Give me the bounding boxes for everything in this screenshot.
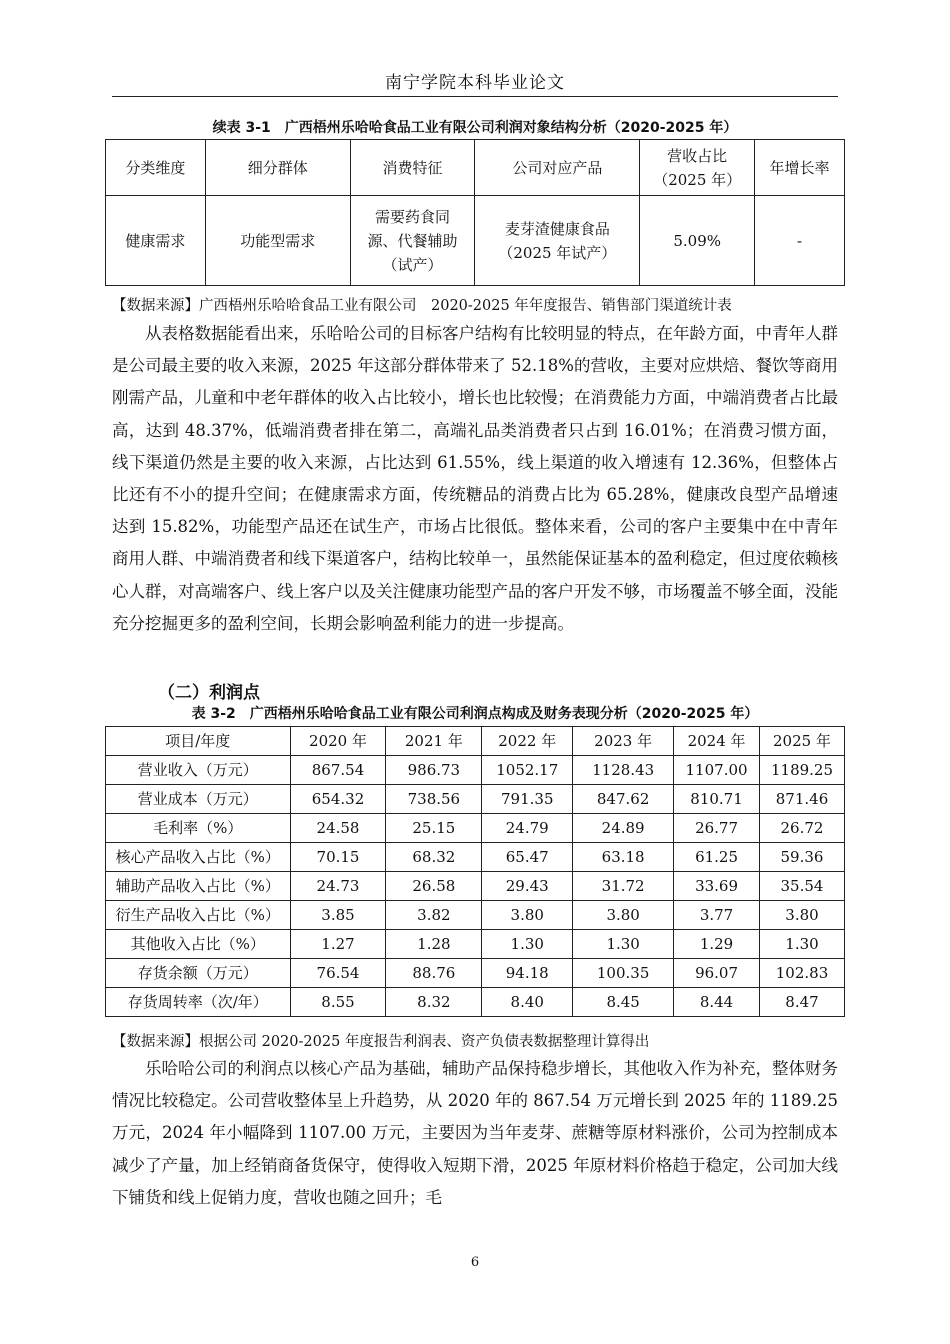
table2-row-label: 其他收入占比（%） (106, 930, 291, 959)
header-divider (112, 96, 838, 97)
table2-cell: 3.80 (573, 901, 674, 930)
table2-header-cell: 2020 年 (290, 727, 386, 756)
table2-cell: 1128.43 (573, 756, 674, 785)
table2-row-label: 营业收入（万元） (106, 756, 291, 785)
table2-row (106, 988, 845, 1017)
table1-header-cell: 年增长率 (755, 140, 845, 196)
table1-header-cell: 消费特征 (350, 140, 475, 196)
body-paragraph-1: 从表格数据能看出来，乐哈哈公司的目标客户结构有比较明显的特点，在年龄方面，中青年人群是公司最主要的收入来源，2025 年这部分群体带来了 52.18%的营收，主要对应烘焙、餐饮等商用刚需产品，儿童和中老年群体的收入占比较小，增长也比较慢；在消费能力方面，中端消费者占比最高，达到 48.37%，低端消费者排在第二，高端礼品类消费者只占到 16.01%；在消费习惯方面，线下渠道仍然是主要的收入来源，占比达到 61.55%，线上渠道的收入增速有 12.36%，但整体占比还有不小的提升空间；在健康需求方面，传统糖品的消费占比为 65.28%，健康改良型产品增速达到 15.82%，功能型产品还在试生产，市场占比很低。整体来看，公司的客户主要集中在中青年商用人群、中端消费者和线下渠道客户，结构比较单一，虽然能保证基本的盈利稳定，但过度依赖核心人群，对高端客户、线上客户以及关注健康功能型产品的客户开发不够，市场覆盖不够全面，没能充分挖掘更多的盈利空间，长期会影响盈利能力的进一步提高。 (112, 324, 838, 633)
table1-cell-growth: - (755, 196, 845, 286)
table2-row (106, 843, 845, 872)
table2-cell: 88.76 (386, 959, 482, 988)
table2-cell: 8.32 (386, 988, 482, 1017)
table2-cell: 65.47 (482, 843, 573, 872)
table2-cell: 94.18 (482, 959, 573, 988)
table2-cell: 70.15 (290, 843, 386, 872)
table2-row (106, 930, 845, 959)
table2-cell: 3.82 (386, 901, 482, 930)
table2 (105, 726, 845, 1017)
table2-cell: 76.54 (290, 959, 386, 988)
table2-row-label: 核心产品收入占比（%） (106, 843, 291, 872)
table2-cell: 96.07 (674, 959, 760, 988)
table2-cell: 738.56 (386, 785, 482, 814)
table2-cell: 1189.25 (760, 756, 845, 785)
table2-row-label: 存货周转率（次/年） (106, 988, 291, 1017)
table2-header-cell: 项目/年度 (106, 727, 291, 756)
table2-header-cell: 2023 年 (573, 727, 674, 756)
table2-cell: 3.80 (760, 901, 845, 930)
table2-cell: 3.80 (482, 901, 573, 930)
table2-row-label: 衍生产品收入占比（%） (106, 901, 291, 930)
table2-cell: 61.25 (674, 843, 760, 872)
table2-cell: 26.72 (760, 814, 845, 843)
table2-row (106, 785, 845, 814)
table2-cell: 24.79 (482, 814, 573, 843)
table1-row (106, 196, 845, 286)
table2-cell: 24.73 (290, 872, 386, 901)
table2-row (106, 756, 845, 785)
table2-cell: 59.36 (760, 843, 845, 872)
table2-source: 【数据来源】根据公司 2020-2025 年度报告利润表、资产负债表数据整理计算得出 (112, 1034, 650, 1050)
page-number: 6 (470, 1255, 480, 1270)
table2-cell: 1.29 (674, 930, 760, 959)
table2-cell: 63.18 (573, 843, 674, 872)
table2-cell: 1.30 (482, 930, 573, 959)
table2-header-row (106, 727, 845, 756)
table1-cell-dimension: 健康需求 (106, 196, 206, 286)
table2-cell: 1.30 (760, 930, 845, 959)
table2-row-label: 存货余额（万元） (106, 959, 291, 988)
table2-header-cell: 2024 年 (674, 727, 760, 756)
table1-cell-feature: 需要药食同 源、代餐辅助 （试产） (350, 196, 475, 286)
table2-cell: 8.44 (674, 988, 760, 1017)
table2-cell: 3.77 (674, 901, 760, 930)
table1-source: 【数据来源】广西梧州乐哈哈食品工业有限公司 2020-2025 年年度报告、销售部门渠道统计表 (112, 298, 732, 314)
table1-header-cell: 营收占比 （2025 年） (640, 140, 755, 196)
table2-cell: 3.85 (290, 901, 386, 930)
table1-cell-share: 5.09% (640, 196, 755, 286)
table2-cell: 26.58 (386, 872, 482, 901)
table2-header-cell: 2022 年 (482, 727, 573, 756)
table2-row-label: 辅助产品收入占比（%） (106, 872, 291, 901)
table2-cell: 29.43 (482, 872, 573, 901)
table2-row-label: 毛利率（%） (106, 814, 291, 843)
table2-cell: 26.77 (674, 814, 760, 843)
table2-row (106, 901, 845, 930)
table2-header-cell: 2021 年 (386, 727, 482, 756)
table2-cell: 867.54 (290, 756, 386, 785)
table1-cell-product: 麦芽渣健康食品 （2025 年试产） (475, 196, 640, 286)
table2-cell: 791.35 (482, 785, 573, 814)
table2-cell: 1.28 (386, 930, 482, 959)
body-paragraph-2: 乐哈哈公司的利润点以核心产品为基础，辅助产品保持稳步增长，其他收入作为补充，整体财务情况比较稳定。公司营收整体呈上升趋势，从 2020 年的 867.54 万元增长到 2025 年的 1189.25 万元，2024 年小幅降到 1107.00 万元，主要因为当年麦芽、蔗糖等原材料涨价，公司为控制成本减少了产量，加上经销商备货保守，使得收入短期下滑，2025 年原材料价格趋于稳定，公司加大线下铺货和线上促销力度，营收也随之回升；毛 (112, 1059, 838, 1207)
table2-cell: 8.40 (482, 988, 573, 1017)
table2-cell: 1.27 (290, 930, 386, 959)
table2-header-cell: 2025 年 (760, 727, 845, 756)
table1-header-cell: 分类维度 (106, 140, 206, 196)
table2-cell: 24.58 (290, 814, 386, 843)
table2-cell: 1.30 (573, 930, 674, 959)
table2-cell: 847.62 (573, 785, 674, 814)
page-header: 南宁学院本科毕业论文 (385, 73, 565, 93)
table2-cell: 654.32 (290, 785, 386, 814)
table2-cell: 1107.00 (674, 756, 760, 785)
table2-cell: 1052.17 (482, 756, 573, 785)
table2-row (106, 959, 845, 988)
table2-cell: 986.73 (386, 756, 482, 785)
table1-header-cell: 细分群体 (205, 140, 350, 196)
table2-cell: 25.15 (386, 814, 482, 843)
table2-row (106, 814, 845, 843)
table2-cell: 31.72 (573, 872, 674, 901)
table2-cell: 8.45 (573, 988, 674, 1017)
table2-cell: 35.54 (760, 872, 845, 901)
table2-cell: 24.89 (573, 814, 674, 843)
table1 (105, 139, 845, 286)
table2-cell: 810.71 (674, 785, 760, 814)
table2-row-label: 营业成本（万元） (106, 785, 291, 814)
table2-cell: 33.69 (674, 872, 760, 901)
table2-cell: 871.46 (760, 785, 845, 814)
table2-cell: 102.83 (760, 959, 845, 988)
table2-cell: 68.32 (386, 843, 482, 872)
table1-cell-group: 功能型需求 (205, 196, 350, 286)
table2-row (106, 872, 845, 901)
table2-cell: 8.55 (290, 988, 386, 1017)
section-heading: （二）利润点 (158, 683, 260, 703)
table2-caption: 表 3-2 广西梧州乐哈哈食品工业有限公司利润点构成及财务表现分析（2020-2025 年） (191, 706, 759, 722)
table1-caption: 续表 3-1 广西梧州乐哈哈食品工业有限公司利润对象结构分析（2020-2025 年） (212, 120, 738, 136)
table2-cell: 100.35 (573, 959, 674, 988)
table2-cell: 8.47 (760, 988, 845, 1017)
table1-header-row (106, 140, 845, 196)
table1-header-cell: 公司对应产品 (475, 140, 640, 196)
